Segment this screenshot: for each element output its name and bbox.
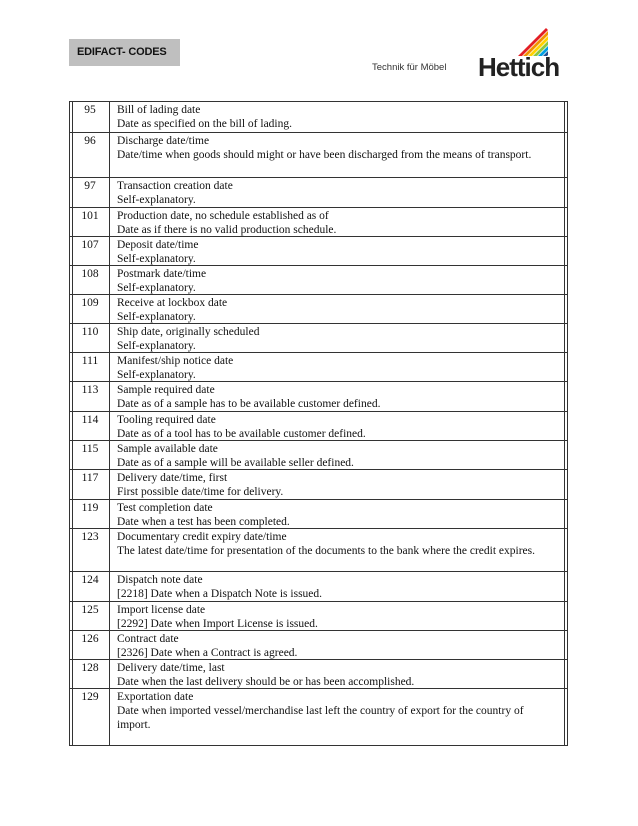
table-row (70, 441, 567, 470)
table-row (70, 500, 567, 529)
table-row (70, 689, 567, 745)
row-description: Date when the last delivery should be or has been accomplished. (117, 676, 415, 688)
row-title: Documentary credit expiry date/time (117, 531, 287, 543)
row-title: Import license date (117, 604, 206, 616)
row-code: 126 (81, 633, 99, 645)
row-title: Exportation date (117, 691, 194, 703)
table-row (70, 353, 567, 382)
row-title: Discharge date/time (117, 135, 210, 147)
row-description: [2326] Date when a Contract is agreed. (117, 647, 298, 659)
row-description: Self-explanatory. (117, 282, 196, 294)
row-description: Self-explanatory. (117, 253, 196, 265)
row-description: [2218] Date when a Dispatch Note is issued. (117, 588, 323, 600)
row-code: 119 (81, 502, 99, 514)
table-row (70, 208, 567, 237)
row-code: 108 (81, 268, 99, 280)
document-header-tab (69, 39, 180, 66)
table-row (70, 660, 567, 689)
row-code: 95 (84, 104, 96, 116)
table-row (70, 266, 567, 295)
logo-tagline: Technik für Möbel (372, 62, 447, 73)
row-title: Postmark date/time (117, 268, 207, 280)
row-title: Ship date, originally scheduled (117, 326, 260, 338)
row-code: 96 (84, 135, 96, 147)
row-description: Self-explanatory. (117, 340, 196, 352)
document-title: EDIFACT- CODES (77, 46, 167, 58)
row-title: Production date, no schedule established as of (117, 210, 329, 222)
row-code: 129 (81, 691, 99, 703)
row-code: 115 (81, 443, 99, 455)
row-title: Deposit date/time (117, 239, 199, 251)
row-code: 107 (81, 239, 99, 251)
table-row (70, 237, 567, 266)
row-description: Date/time when goods should might or have been discharged from the means of transport. (117, 149, 532, 161)
logo-wordmark: Hettich (478, 52, 560, 82)
table-row (70, 631, 567, 660)
table-row (70, 178, 567, 208)
row-title: Receive at lockbox date (117, 297, 228, 309)
row-title: Transaction creation date (117, 180, 233, 192)
table-row (70, 295, 567, 324)
row-description: Date as specified on the bill of lading. (117, 118, 293, 130)
row-code: 101 (81, 210, 99, 222)
row-description: Date as of a sample has to be available customer defined. (117, 398, 381, 410)
row-code: 110 (81, 326, 99, 338)
table-row (70, 529, 567, 572)
row-title: Manifest/ship notice date (117, 355, 234, 367)
table-row (70, 133, 567, 178)
row-description: [2292] Date when Import License is issued. (117, 618, 318, 630)
row-code: 117 (81, 472, 99, 484)
row-description: Self-explanatory. (117, 369, 196, 381)
row-description: The latest date/time for presentation of the documents to the bank where the credit expires. (117, 545, 536, 557)
row-code: 114 (81, 414, 99, 426)
table-row (70, 324, 567, 353)
edifact-codes-table (69, 101, 568, 746)
table-row (70, 602, 567, 631)
table-row (70, 572, 567, 602)
row-description: Self-explanatory. (117, 194, 196, 206)
row-description: First possible date/time for delivery. (117, 486, 284, 498)
row-code: 123 (81, 531, 99, 543)
row-description: Date when imported vessel/merchandise last left the country of export for the country of import. (117, 705, 524, 731)
row-code: 97 (84, 180, 96, 192)
row-title: Test completion date (117, 502, 213, 514)
table-row (70, 470, 567, 500)
row-code: 109 (81, 297, 99, 309)
row-code: 111 (81, 355, 99, 367)
hettich-logo (372, 26, 562, 82)
table-row (70, 412, 567, 441)
row-title: Bill of lading date (117, 104, 201, 116)
row-code: 113 (81, 384, 99, 396)
table-row (70, 102, 567, 133)
row-title: Sample required date (117, 384, 215, 396)
row-title: Delivery date/time, last (117, 662, 225, 674)
row-description: Self-explanatory. (117, 311, 196, 323)
row-description: Date as of a tool has to be available customer defined. (117, 428, 366, 440)
row-description: Date as if there is no valid production schedule. (117, 224, 337, 236)
row-description: Date when a test has been completed. (117, 516, 290, 528)
row-code: 128 (81, 662, 99, 674)
row-title: Dispatch note date (117, 574, 203, 586)
row-title: Sample available date (117, 443, 218, 455)
row-description: Date as of a sample will be available seller defined. (117, 457, 354, 469)
row-title: Tooling required date (117, 414, 216, 426)
table-row (70, 382, 567, 412)
row-code: 124 (81, 574, 99, 586)
row-title: Contract date (117, 633, 179, 645)
row-title: Delivery date/time, first (117, 472, 228, 484)
row-code: 125 (81, 604, 99, 616)
